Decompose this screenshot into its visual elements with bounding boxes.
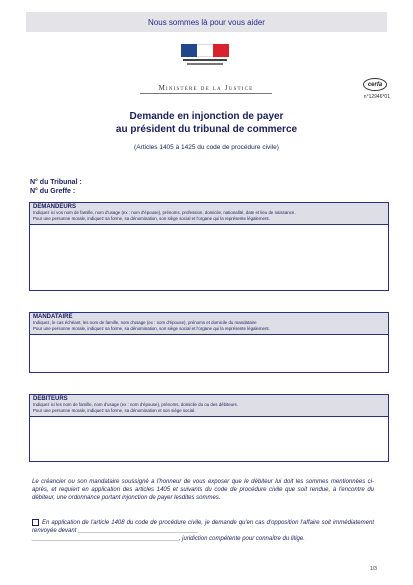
ministry-underline [140, 93, 272, 94]
section-header [30, 313, 388, 335]
section-note-legal: Pour une personne morale, indiquez sa forme, sa dénomination et son siège social. [33, 408, 196, 413]
form-subtitle: (Articles 1405 à 1425 du code de procédure civile) [134, 144, 279, 151]
section-label: MANDATAIRE [33, 314, 73, 320]
section-note-legal: Pour une personne morale, indiquez sa forme, sa dénomination, son siège social et l'organe qui la représente légalement. [33, 326, 270, 331]
logo-motto-line [183, 59, 227, 61]
reference-fields [30, 178, 82, 196]
form-number: n°12946*01 [363, 94, 390, 100]
flag-red-stripe [213, 44, 229, 57]
request-paragraph: Le créancier ou son mandataire soussigné a l'honneur de vous exposer que le débiteur lui doit les sommes mentionnées ci-après, et requiert en application des articles 1405 et suivants du code de procédure civile que soit rendue, à l'encontre du débiteur, une ordonnance portant injonction de payer lesdites sommes. [32, 479, 374, 501]
marianne-logo [181, 44, 229, 66]
opposition-text-2: ____________________________________________, juridiction compétente pour connaître du litige. [32, 536, 305, 543]
section-demandeurs [29, 202, 389, 291]
section-mandataire [29, 312, 389, 373]
form-title [40, 110, 373, 136]
section-label: DEBITEURS [33, 396, 68, 402]
section-header [30, 203, 388, 225]
demandeurs-input-area[interactable] [30, 225, 388, 290]
section-debiteurs [29, 394, 389, 462]
section-header [30, 395, 388, 417]
logo-motto-line-2 [187, 63, 223, 65]
greffe-number-label: N° du Greffe : [30, 188, 76, 195]
section-note-legal: Pour une personne morale, indiquez sa forme, sa dénomination, son siège social et l'organe qui la représente légalement. [33, 216, 270, 221]
opposition-clause [32, 519, 374, 543]
section-note: Indiquez ici vos nom de famille, nom d'usage (ex : nom d'épouse), prénoms, profession, domicile, nationalité, date et lieu de naissance. [33, 210, 296, 215]
opposition-text: En application de l'article 1408 du code de procédure civile, je demande qu'en cas d'opposition l'affaire soit immédiatement renvoyée devant ____________________________________ [32, 520, 374, 535]
cerfa-logo: cerfa [363, 78, 387, 91]
ministry-name: Ministère de la Justice [158, 84, 254, 92]
mandataire-input-area[interactable] [30, 335, 388, 372]
opposition-checkbox[interactable] [32, 519, 39, 526]
section-label: DEMANDEURS [33, 204, 77, 210]
flag-white-stripe [197, 44, 213, 57]
section-note: Indiquez ici les nom de famille, nom d'usage (ex : nom d'épouse), prénoms, domicile du ou des débiteurs. [33, 402, 238, 407]
page-number: 1/3 [370, 566, 377, 572]
tribunal-number-label: N° du Tribunal : [30, 179, 82, 186]
section-note: Indiquez, le cas échéant, les nom de famille, nom d'usage (ex : nom d'épouse), prénoms et domicile du mandataire [33, 320, 257, 325]
flag-blue-stripe [181, 44, 197, 57]
title-line-2: au président du tribunal de commerce [115, 124, 298, 135]
title-line-1: Demande en injonction de payer [129, 111, 284, 122]
help-banner: Nous sommes là pour vous aider [26, 12, 387, 32]
debiteurs-input-area[interactable] [30, 417, 388, 461]
